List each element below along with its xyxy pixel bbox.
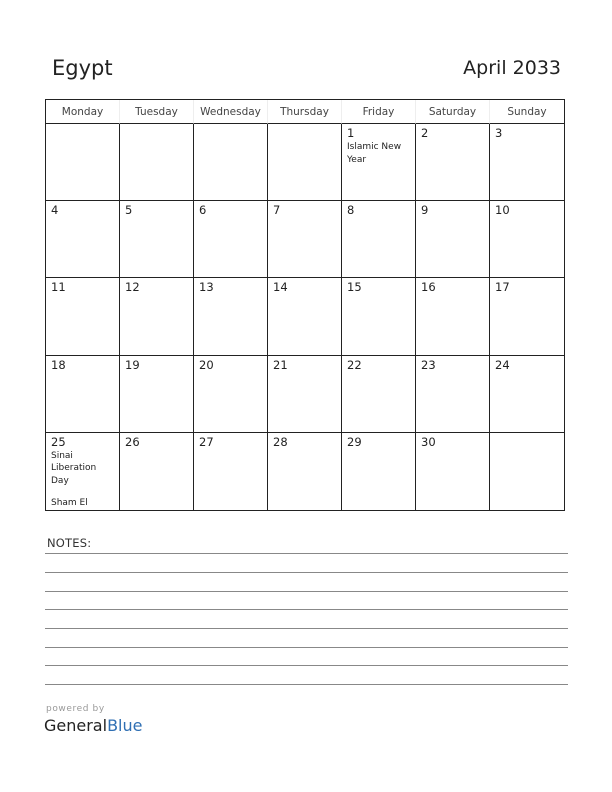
- day-number: 13: [199, 280, 214, 295]
- holiday-label: Sham El: [51, 498, 88, 509]
- day-number: 16: [421, 280, 436, 295]
- day-number: 5: [125, 203, 133, 218]
- day-cell: [194, 201, 268, 278]
- day-cell: [194, 433, 268, 510]
- weekday-header: Thursday: [268, 100, 342, 124]
- day-number: 26: [125, 434, 140, 449]
- day-cell: [120, 201, 194, 278]
- day-cell: [46, 124, 120, 201]
- day-cell: [416, 356, 490, 433]
- day-cell: [46, 433, 120, 510]
- note-line: [45, 591, 568, 592]
- day-number: 3: [495, 126, 503, 140]
- weekday-header: Saturday: [416, 100, 490, 124]
- day-number: 17: [495, 280, 510, 295]
- day-cell: [342, 124, 416, 201]
- note-line: [45, 684, 568, 685]
- day-cell: [120, 278, 194, 355]
- day-cell: [268, 201, 342, 278]
- notes-label: NOTES:: [47, 536, 92, 550]
- holiday-label: Islamic New Year: [347, 142, 402, 165]
- note-line: [45, 553, 568, 554]
- day-cell: [342, 433, 416, 510]
- day-number: 2: [421, 126, 429, 140]
- day-cell: [416, 124, 490, 201]
- day-cell: [268, 124, 342, 201]
- day-number: 11: [51, 280, 66, 295]
- calendar-country: Egypt: [52, 56, 113, 80]
- day-number: 20: [199, 357, 214, 372]
- day-number: 28: [273, 434, 288, 449]
- day-cell: [490, 124, 564, 201]
- day-cell: [490, 201, 564, 278]
- day-number: 15: [347, 280, 362, 295]
- holiday-label: Sinai Liberation Day: [51, 450, 97, 486]
- note-line: [45, 665, 568, 666]
- day-number: 29: [347, 434, 362, 449]
- day-cell: [342, 356, 416, 433]
- day-number: 6: [199, 203, 207, 218]
- weekday-header: Sunday: [490, 100, 564, 124]
- day-cell: [268, 278, 342, 355]
- day-number: 18: [51, 357, 66, 372]
- day-number: 22: [347, 357, 362, 372]
- day-number: 24: [495, 357, 510, 372]
- weekday-header: Monday: [46, 100, 120, 124]
- day-number: 19: [125, 357, 140, 372]
- weekday-header: Friday: [342, 100, 416, 124]
- day-cell: [342, 278, 416, 355]
- day-cell: [268, 433, 342, 510]
- calendar-month: April 2033: [463, 57, 561, 79]
- day-cell: [490, 356, 564, 433]
- note-line: [45, 647, 568, 648]
- day-number: 23: [421, 357, 436, 372]
- day-cell: [490, 433, 564, 510]
- day-number: 7: [273, 203, 281, 218]
- calendar-grid: [45, 99, 565, 511]
- note-line: [45, 572, 568, 573]
- day-number: 14: [273, 280, 288, 295]
- note-line: [45, 609, 568, 610]
- day-number: 30: [421, 434, 436, 449]
- day-cell: [120, 433, 194, 510]
- day-cell: [46, 356, 120, 433]
- day-cell: [416, 433, 490, 510]
- day-cell: [46, 201, 120, 278]
- day-number: 12: [125, 280, 140, 295]
- day-cell: [120, 356, 194, 433]
- brand-general: General: [44, 716, 108, 735]
- day-number: 9: [421, 203, 429, 218]
- day-cell: [46, 278, 120, 355]
- weekday-header: Tuesday: [120, 100, 194, 124]
- day-cell: [194, 124, 268, 201]
- day-number: 25: [51, 434, 66, 449]
- day-cell: [342, 201, 416, 278]
- day-cell: [416, 278, 490, 355]
- day-number: 10: [495, 203, 510, 218]
- day-number: 4: [51, 203, 59, 218]
- note-line: [45, 628, 568, 629]
- brand-blue: Blue: [107, 716, 143, 735]
- day-cell: [490, 278, 564, 355]
- day-cell: [120, 124, 194, 201]
- day-number: 27: [199, 434, 214, 449]
- powered-by-text: powered by: [46, 704, 105, 714]
- brand-logo: [44, 716, 142, 735]
- day-cell: [194, 356, 268, 433]
- day-number: 8: [347, 203, 355, 218]
- day-number: 21: [273, 357, 288, 372]
- day-cell: [194, 278, 268, 355]
- weekday-header: Wednesday: [194, 100, 268, 124]
- day-number: 1: [347, 126, 355, 140]
- day-cell: [268, 356, 342, 433]
- day-cell: [416, 201, 490, 278]
